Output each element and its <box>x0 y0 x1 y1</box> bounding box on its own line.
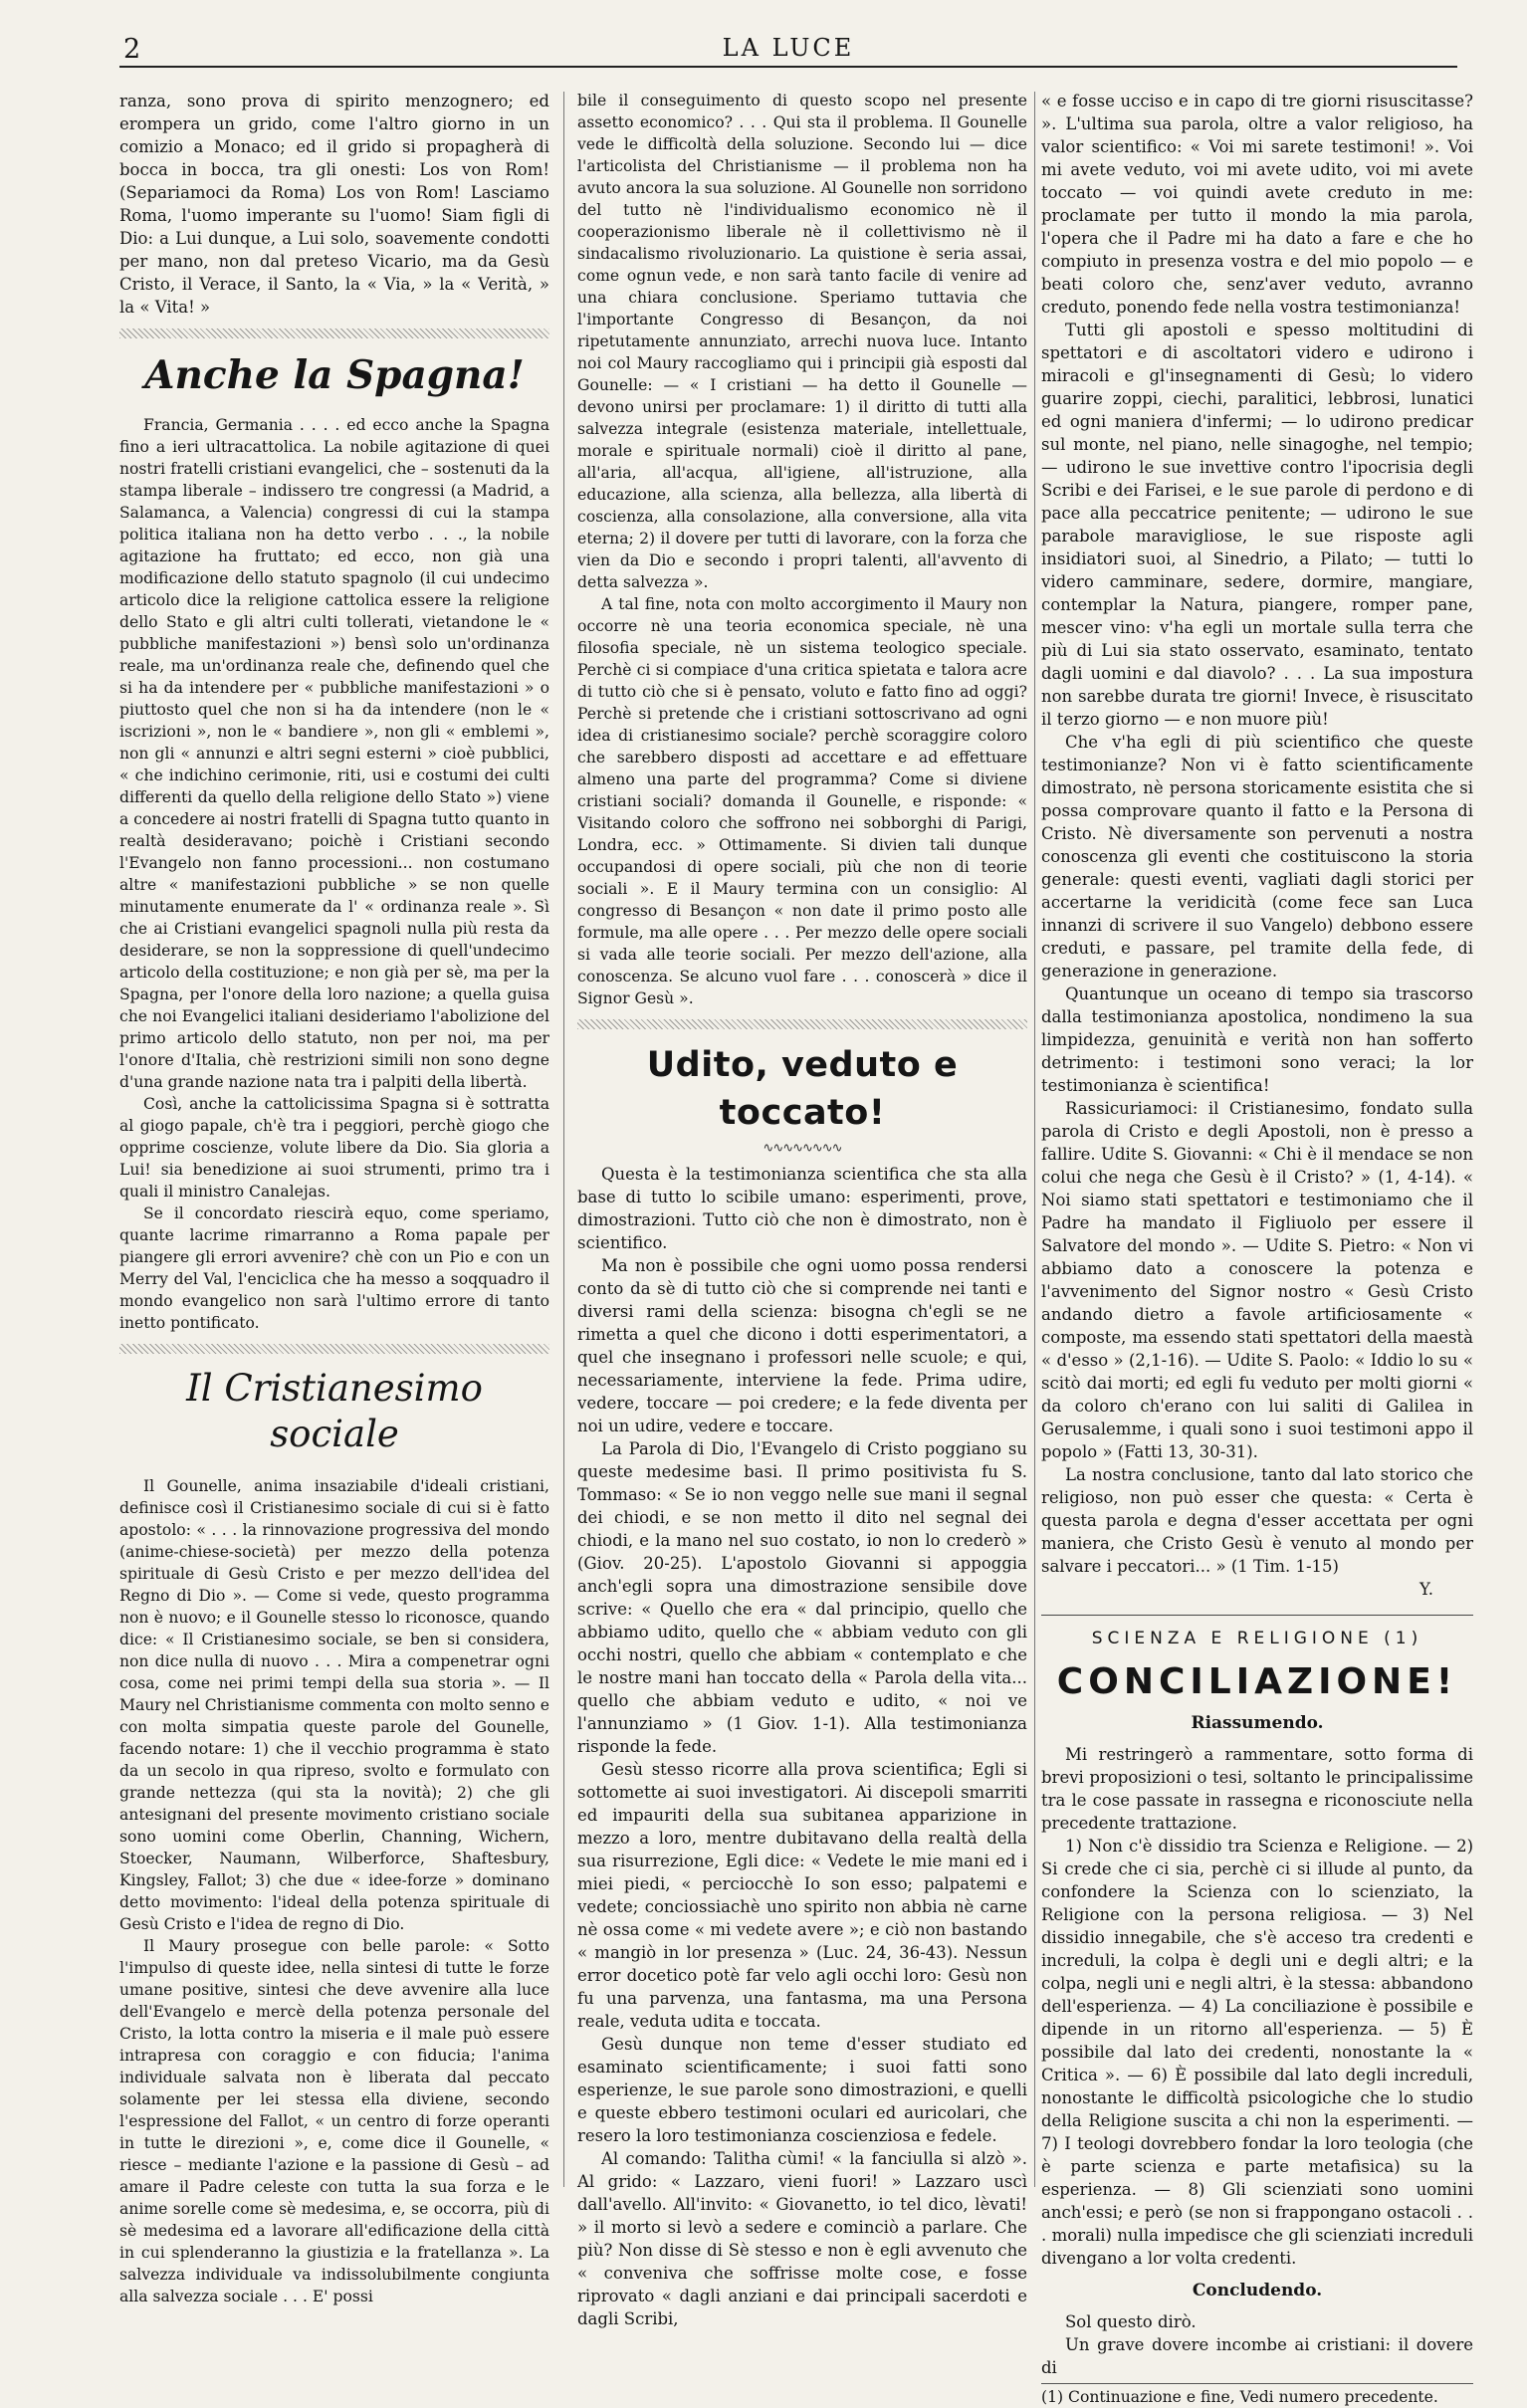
article-udito-continued <box>1041 90 1473 1601</box>
paragraph: La nostra conclusione, tanto dal lato storico che religioso, non può esser che questa: « Certa è questa parola e degna d'esser accettata per ogni maniera, che Cristo Gesù è venuto al mondo per salvare i peccatori... » (1 Tim. 1-15) <box>1041 1465 1473 1576</box>
section-label: SCIENZA E RELIGIONE (1) <box>1091 1629 1423 1648</box>
paragraph: A tal fine, nota con molto accorgimento il Maury non occorre nè una teoria economica speciale, nè una filosofia speciale, nè un sistema teologico speciale. Perchè ci si compiace d'una critica spietata e talora acre di tutto ciò che si è pensato, voluto e fatto fino ad oggi? Perchè si pretende che i cristiani sottoscrivano ad ogni idea di cristianesimo sociale? perchè scoraggire coloro che sarebbero disposti ad accettare e ad effettuare almeno una parte del programma? Come si diviene cristiani sociali? domanda il Gounelle, e risponde: « Visitando coloro che soffrono nei sobborghi di Parigi, Londra, ecc. » Ottimamente. Si divien tali dunque occupandosi di opere sociali, più che non di teorie sociali ». E il Maury termina con un consiglio: Al congresso di Besançon « non date il primo posto alle formule, ma alle opere . . . Per mezzo delle opere sociali si vada alle teorie sociali. Per mezzo dell'azione, alla conoscenza. Se alcuno vuol fare . . . conoscerà » dice il Signor Gesù ». <box>577 595 1027 1007</box>
author-signature: Y. <box>1418 1580 1433 1599</box>
page-header <box>119 32 1457 68</box>
paragraph: Francia, Germania . . . . ed ecco anche la Spagna fino a ieri ultracattolica. La nobile agitazione di quei nostri fratelli cristiani evangelici, che – sostenuti da la stampa liberale – indissero tre congressi (a Madrid, a Salamanca, a Valencia) congressi di cui la stampa politica italiana non ha detto verbo . . ., la nobile agitazione ha fruttato; ed ecco, non già una modificazione dello statuto spagnolo (il cui undecimo articolo dice la religione cattolica essere la religione dello Stato e gli altri culti tollerati, vietandone le « pubbliche manifestazioni ») bensì solo un'ordinanza reale, ma un'ordinanza reale che, definendo quel che si ha da intendere per « pubbliche manifestazioni » o piuttosto quel che non si ha da intendere (non le « iscrizioni », non le « bandiere », non gli « emblemi », non gli « annunzi e altri segni esterni » cioè pubblici, « che indichino cerimonie, riti, usi e costumi dei culti differenti da quello della religione dello Stato ») viene a concedere ai nostri fratelli di Spagna tutto quanto in realtà desideravano; poichè i Cristiani secondo l'Evangelo non fanno processioni... non costumano altre « manifestazioni pubbliche » se non quelle minutamente enumerate da l' « ordinanza reale ». Sì che ai Cristiani evangelici spagnoli nulla più resta da desiderare, se non la soppressione di quell'undecimo articolo della costituzione; e non già per sè, ma per la Spagna, per l'onore della loro nazione; a quella guisa che noi Evangelici italiani desideriamo l'abolizione del primo articolo dello statuto, non per noi, ma per l'onore d'Italia, chè restrizioni simili non sono degne d'una grande nazione nata tra i palpiti della libertà. <box>119 416 549 1091</box>
paragraph: Che v'ha egli di più scientifico che queste testimonianze? Non vi è fatto scientificamente dimostrato, nè persona storicamente esistita che si possa comprovare quanto il fatto e la Persona di Cristo. Nè diversamente son pervenuti a nostra conoscenza gli eventi che costituiscono la storia generale: questi eventi, vagliati dagli storici per accertarne la veridicità (come fece san Luca innanzi di scrivere il suo Vangelo) debbono essere creduti, e passare, pel tramite della fede, di generazione in generazione. <box>1041 733 1473 981</box>
hatched-separator <box>119 1344 549 1354</box>
article-title-cristianesimo: Il Cristianesimo sociale <box>186 1367 483 1455</box>
article-title-conciliazione: CONCILIAZIONE! <box>1056 1661 1458 1702</box>
article-title-udito: Udito, veduto e toccato! <box>646 1045 959 1133</box>
paragraph: Al comando: Talitha cùmi! « la fanciulla si alzò ». Al grido: « Lazzaro, vieni fuori! » Lazzaro uscì dall'avello. All'invito: « Giovanetto, io tel dico, lèvati! » il morto si levò a sedere e cominciò a parlare. Che più? Non disse di Sè stesso e non è egli avvenuto che « conveniva che soffrisse molte cose, e fosse riprovato « dagli anziani e dai principali sacerdoti e dagli Scribi, <box>577 2149 1027 2328</box>
hatched-separator <box>119 328 549 338</box>
article-spagna <box>119 414 549 1334</box>
paragraph: La Parola di Dio, l'Evangelo di Cristo poggiano su queste medesime basi. Il primo positivista fu S. Tommaso: « Se io non veggo nelle sue mani il segnal dei chiodi, e se non metto il dito nel segnal dei chiodi, e la mano nel suo costato, io non lo crederò » (Giov. 20-25). L'apostolo Giovanni si appoggia anch'egli sopra una dimostrazione sensibile dove scrive: « Quello che era « dal principio, quello che abbiamo udito, quello che « abbiam veduto con gli occhi nostri, quello che abbiam « contemplato e che le nostre mani han toccato della « Parola della vita... quello che abbiam veduto e udito, « noi ve l'annunziamo » (1 Giov. 1-1). Alla testimonianza risponde la fede. <box>577 1439 1027 1756</box>
paragraph: Un grave dovere incombe ai cristiani: il dovere di <box>1041 2335 1473 2377</box>
article-subtitle: Riassumendo. <box>1191 1713 1324 1733</box>
column-2 <box>577 90 1027 2328</box>
column-divider <box>1034 92 1035 2187</box>
column-1 <box>119 90 549 2305</box>
paragraph: bile il conseguimento di questo scopo nel presente assetto economico? . . . Qui sta il problema. Il Gounelle vede le difficoltà della soluzione. Secondo lui — dice l'articolista del Christianisme — il problema non ha avuto ancora la sua soluzione. Al Gounelle non sorridono del tutto nè l'individualismo economico nè il cooperazionismo liberale nè il collettivismo nè il sindacalismo rivoluzionario. La quistione è seria assai, come ognun vede, e non sarà tanto facile di venire ad una chiara conclusione. Speriamo tuttavia che l'importante Congresso di Besançon, da noi ripetutamente annunziato, arrechi nuova luce. Intanto noi col Maury raccogliamo qui i principii già esposti dal Gounelle: — « I cristiani — ha detto il Gounelle — devono unirsi per proclamare: 1) il diritto di tutti alla salvezza integrale (esistenza materiale, intellettuale, morale e spirituale normali) cioè il diritto al pane, all'aria, all'acqua, all'igiene, all'istruzione, alla educazione, alla scienza, alla bellezza, alla libertà di coscienza, alla consolazione, alla conversione, alla vita eterna; 2) il dovere per tutti di lavorare, con la forza che vien da Dio e secondo i propri talenti, all'avvento di detta salvezza ». <box>577 92 1027 591</box>
paragraph: 1) Non c'è dissidio tra Scienza e Religione. — 2) Si crede che ci sia, perchè ci si illude al punto, da confondere la Scienza con lo scienziato, la Religione con la persona religiosa. — 3) Nel dissidio innegabile, che s'è acceso tra credenti e increduli, la colpa è degli uni e degli altri; e la colpa, negli uni e negli altri, è la stessa: abbandono dell'esperienza. — 4) La conciliazione è possibile e dipende in un ritorno all'esperienza. — 5) È possibile dal lato dei credenti, nonostante la « Critica ». — 6) È possibile dal lato degli increduli, nonostante le difficoltà psicologiche che lo studio della Religione suscita a chi non la esperimenti. — 7) I teologi dovrebbero fondar la loro teologia (che è parte scienza e parte metafisica) su la esperienza. — 8) Gli scienziati sono uomini anch'essi; e però (se non si frappongano ostacoli . . . morali) nulla impedisce che gli scienziati increduli divengano a lor volta credenti. <box>1041 1837 1473 2268</box>
paragraph: Il Gounelle, anima insaziabile d'ideali cristiani, definisce così il Cristianesimo sociale di cui si è fatto apostolo: « . . . la rinnovazione progressiva del mondo (anime-chiese-società) per mezzo della potenza spirituale di Gesù Cristo e per mezzo dell'idea del Regno di Dio ». — Come si vede, questo programma non è nuovo; e il Gounelle stesso lo riconosce, quando dice: « Il Cristianesimo sociale, se ben si considera, non dice nulla di nuovo . . . Mira a compenetrar ogni cosa, come nei primi tempi della sua storia ». — Il Maury nel Christianisme commenta con molto senno e con molta simpatia queste parole del Gounelle, facendo notare: 1) che il vecchio programma è stato da un secolo in qua ripreso, svolto e formulato con grande nettezza (qui sta la novità); 2) che gli antesignani del presente movimento cristiano sociale sono uomini come Oberlin, Channing, Wichern, Stoecker, Naumann, Wilberforce, Shaftesbury, Kingsley, Fallot; 3) che due « idee-forze » dominano detto movimento: l'ideal della potenza spirituale di Gesù Cristo e l'idea de regno di Dio. <box>119 1477 549 1933</box>
paragraph: Gesù stesso ricorre alla prova scientifica; Egli si sottomette ai suoi investigatori. Ai discepoli smarriti ed impauriti della sua subitanea apparizione in mezzo a loro, mentre dubitavano della realtà della sua risurrezione, Egli dice: « Vedete le mie mani ed i miei piedi, « perciocchè Io son esso; palpatemi e vedete; conciossiachè uno spirito non abbia nè carne nè ossa come « mi vedete avere »; e ciò non bastando « mangiò in lor presenza » (Luc. 24, 36-43). Nessun error docetico potè far velo agli occhi loro: Gesù non fu una parvenza, una fantasma, ma una Persona reale, veduta udita e toccata. <box>577 1760 1027 2031</box>
paragraph: Ma non è possibile che ogni uomo possa rendersi conto da sè di tutto ciò che si comprende nei tanti e diversi rami della scienza: bisogna ch'egli se ne rimetta a quel che dicono i dotti esperimentatori, a quel che insegnano i professori nelle scuole; e qui, necessariamente, interviene la fede. Prima udire, vedere, toccare — poi credere; e la fede diventa per noi un udire, vedere e toccare. <box>577 1256 1027 1435</box>
conclusion-heading: Concludendo. <box>1192 2281 1323 2300</box>
paragraph: Se il concordato riescirà equo, come speriamo, quante lacrime rimarranno a Roma papale per piangere gli errori avvenire? chè con un Pio e con un Merry del Val, l'enciclica che ha messo a soqquadro il mondo evangelico non sarà l'ultimo errore di tanto inetto pontificato. <box>119 1204 549 1332</box>
column-3 <box>1041 90 1473 2406</box>
article-conciliazione <box>1041 1743 1473 2270</box>
footnote: (1) Continuazione e fine, Vedi numero precedente. <box>1041 2383 1473 2408</box>
paragraph: Il Maury prosegue con belle parole: « Sotto l'impulso di queste idee, nella sintesi di tutte le forze umane positive, sintesi che deve avvenire alla luce dell'Evangelo e mercè della potenza personale del Cristo, la lotta contro la miseria e il male può essere intrapresa con coraggio e con fiducia; l'anima individuale salvata non è liberata dal peccato solamente per lei stessa ella diviene, secondo l'espressione del Fallot, « un centro di forze operanti in tutte le direzioni », e, come dice il Gounelle, « riesce – mediante l'azione e la passione di Gesù – ad amare il Padre celeste con tutta la sua forza e le anime sorelle come sè medesima, e, se occorra, più di sè medesima ed a lavorare all'edificazione della città in cui splenderanno la giustizia e la fratellanza ». La salvezza individuale va indissolubilmente congiunta alla salvezza sociale . . . E' possi <box>119 1937 549 2305</box>
paragraph: Questa è la testimonianza scientifica che sta alla base di tutto lo scibile umano: esperimenti, prove, dimostrazioni. Tutto ciò che non è dimostrato, non è scientifico. <box>577 1165 1027 1252</box>
paragraph: Sol questo dirò. <box>1065 2312 1197 2331</box>
paragraph: Quantunque un oceano di tempo sia trascorso dalla testimonianza apostolica, nondimeno la sua limpidezza, genuinità e verità non han sofferto detrimento: i testimoni sono veraci; la lor testimonianza è scientifica! <box>1041 985 1473 1095</box>
paragraph: Rassicuriamoci: il Cristianesimo, fondato sulla parola di Cristo e degli Apostoli, non è presso a fallire. Udite S. Giovanni: « Chi è il mendace se non colui che nega che Gesù è il Cristo? » (1, 4-14). « Noi siamo stati spettatori e testimoniamo che il Padre ha mandato il Figliuolo per essere il Salvatore del mondo ». — Udite S. Pietro: « Non vi abbiamo dato a conoscere la potenza e l'avvenimento del Signor nostro « Gesù Cristo andando dietro a favole artificiosamente « composte, ma essendo stati spettatori della maestà « d'esso » (2,1-16). — Udite S. Paolo: « Iddio lo su « scitò dai morti; ed egli fu veduto per molti giorni « da coloro ch'erano con lui saliti di Galilea in Gerusalemme, i quali sono i suoi testimoni appo il popolo » (Fatti 13, 30-31). <box>1041 1099 1473 1461</box>
section-rule <box>1041 1615 1473 1616</box>
masthead: LA LUCE <box>722 34 855 62</box>
paragraph: Tutti gli apostoli e spesso moltitudini di spettatori e di ascoltatori videro e udirono i miracoli e gl'insegnamenti di Gesù; lo videro guarire zoppi, ciechi, paralitici, lebbrosi, lunatici ed ogni maniera d'infermi; — lo udirono predicar sul monte, nel piano, nelle sinagoghe, nel tempio; — udirono le sue invettive contro l'ipocrisia degli Scribi e dei Farisei, e le sue parole di perdono e di pace alla peccatrice penitente; — udirono le sue parabole maravigliose, le sue risposte agli insidiatori suoi, al Sinedrio, a Pilato; — tutti lo videro camminare, sedere, dormire, mangiare, contemplar la Natura, piangere, romper pane, mescer vino: v'ha egli un mortale sulla terra che più di Lui sia stato osservato, esaminato, tentato dagli uomini e dal diavolo? . . . La sua impostura non sarebbe durata tre giorni! Invece, è risuscitato il terzo giorno — e non muore più! <box>1041 321 1473 729</box>
paragraph: « e fosse ucciso e in capo di tre giorni risuscitasse? ». L'ultima sua parola, oltre a valor religioso, ha valor scientifico: « Voi mi sarete testimoni! ». Voi mi avete veduto, voi mi avete udito, voi mi avete toccato — voi quindi avete creduto in me: proclamate per tutto il mondo la mia parola, l'opera che il Padre mi ha dato a fare e che ho compiuto in presenza vostra e del mio popolo — e beati coloro che, senz'aver veduto, avranno creduto, ponendo fede nella vostra testimonianza! <box>1041 92 1473 317</box>
title-ornament: ∿∿∿∿∿∿∿∿ <box>763 1141 842 1156</box>
article-cristianesimo-continued <box>577 90 1027 1009</box>
article-udito <box>577 1163 1027 2330</box>
paragraph: Mi restringerò a rammentare, sotto forma di brevi proposizioni o tesi, soltanto le principalissime tra le cose passate in rassegna e riconosciute nella precedente trattazione. <box>1041 1745 1473 1833</box>
article-cristianesimo <box>119 1475 549 2307</box>
hatched-separator <box>577 1019 1027 1029</box>
paragraph: Così, anche la cattolicissima Spagna si è sottratta al giogo papale, ch'è tra i peggiori, perchè giogo che opprime coscienze, volute libere da Dio. Sia gloria a Lui! sia benedizione ai suoi strumenti, primo tra i quali il ministro Canalejas. <box>119 1095 549 1201</box>
article-title-spagna: Anche la Spagna! <box>144 352 525 398</box>
page-number: 2 <box>123 34 141 65</box>
column-divider <box>563 92 564 2187</box>
article-continuation: ranza, sono prova di spirito menzognero; ed erompera un grido, come l'altro giorno in un comizio a Monaco; ed il grido si propagherà di bocca in bocca, tra gli onesti: Los von Rom! (Separiamoci da Roma) Los von Rom! Lasciamo Roma, l'uomo imperante su l'uomo! Siam figli di Dio: a Lui dunque, a Lui solo, soavemente condotti per mano, non dal preteso Vicario, ma da Gesù Cristo, il Verace, il Santo, la « Via, » la « Verità, » la « Vita! » <box>119 92 549 317</box>
paragraph: Gesù dunque non teme d'esser studiato ed esaminato scientificamente; i suoi fatti sono esperienze, le sue parole sono dimostrazioni, e quelli e queste ebbero testimoni oculari ed auricolari, che resero la loro testimonianza coscienziosa e fedele. <box>577 2035 1027 2145</box>
